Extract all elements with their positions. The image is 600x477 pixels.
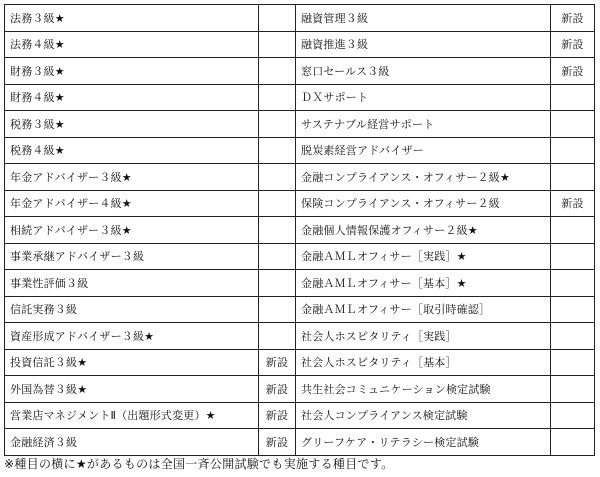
exam-name-right: 社会人ホスピタリティ［基本］ [296, 349, 551, 376]
new-badge-right [551, 296, 595, 323]
exam-name-left: 法務３級★ [5, 5, 259, 32]
new-badge-right: 新設 [551, 5, 595, 32]
table-row [5, 349, 595, 376]
exam-name-left: 財務３級★ [5, 58, 259, 85]
new-badge-left: 新設 [259, 402, 296, 429]
new-badge-right: 新設 [551, 190, 595, 217]
exam-name-right: 社会人ホスピタリティ［実践］ [296, 323, 551, 350]
new-badge-left [259, 31, 296, 58]
exam-name-left: 営業店マネジメントⅡ（出題形式変更）★ [5, 402, 259, 429]
new-badge-right [551, 164, 595, 191]
exam-name-right: 金融コンプライアンス・オフィサー２級★ [296, 164, 551, 191]
exam-name-right: サステナブル経営サポート [296, 111, 551, 138]
exam-name-right: 保険コンプライアンス・オフィサー２級 [296, 190, 551, 217]
new-badge-right: 新設 [551, 58, 595, 85]
table-row [5, 323, 595, 350]
exam-name-left: 外国為替３級★ [5, 376, 259, 403]
table-row [5, 402, 595, 429]
exam-name-left: 税務４級★ [5, 137, 259, 164]
table-row [5, 111, 595, 138]
table-row [5, 31, 595, 58]
new-badge-right [551, 270, 595, 297]
new-badge-right [551, 217, 595, 244]
new-badge-left [259, 296, 296, 323]
new-badge-left [259, 190, 296, 217]
new-badge-right [551, 323, 595, 350]
table-row [5, 137, 595, 164]
new-badge-left [259, 84, 296, 111]
exam-name-right: 金融ＡＭＬオフィサー［取引時確認］ [296, 296, 551, 323]
table-row [5, 429, 595, 456]
table-row [5, 376, 595, 403]
new-badge-left [259, 5, 296, 32]
footnote: ※種目の横に★があるものは全国一斉公開試験でも実施する種目です。 [4, 457, 394, 471]
exam-name-left: 年金アドバイザー３級★ [5, 164, 259, 191]
new-badge-left [259, 111, 296, 138]
exam-name-left: 相続アドバイザー３級★ [5, 217, 259, 244]
exam-list-body [5, 5, 595, 456]
table-row [5, 243, 595, 270]
table-row [5, 190, 595, 217]
new-badge-left [259, 323, 296, 350]
new-badge-right [551, 84, 595, 111]
table-row [5, 5, 595, 32]
new-badge-left [259, 164, 296, 191]
new-badge-right [551, 376, 595, 403]
exam-name-right: 共生社会コミュニケーション検定試験 [296, 376, 551, 403]
exam-name-left: 税務３級★ [5, 111, 259, 138]
table-row [5, 164, 595, 191]
new-badge-left [259, 137, 296, 164]
exam-name-left: 投資信託３級★ [5, 349, 259, 376]
exam-name-right: 脱炭素経営アドバイザー [296, 137, 551, 164]
new-badge-right [551, 349, 595, 376]
exam-name-left: 年金アドバイザー４級★ [5, 190, 259, 217]
table-row [5, 270, 595, 297]
exam-name-right: ＤＸサポート [296, 84, 551, 111]
table-row [5, 217, 595, 244]
new-badge-right [551, 137, 595, 164]
exam-name-right: グリーフケア・リテラシー検定試験 [296, 429, 551, 456]
exam-name-right: 融資管理３級 [296, 5, 551, 32]
exam-name-right: 融資推進３級 [296, 31, 551, 58]
exam-name-left: 資産形成アドバイザー３級★ [5, 323, 259, 350]
exam-name-right: 社会人コンプライアンス検定試験 [296, 402, 551, 429]
exam-name-right: 金融個人情報保護オフィサー２級★ [296, 217, 551, 244]
new-badge-left: 新設 [259, 376, 296, 403]
exam-name-right: 金融ＡＭＬオフィサー［基本］★ [296, 270, 551, 297]
exam-name-right: 金融ＡＭＬオフィサー［実践］★ [296, 243, 551, 270]
new-badge-left [259, 217, 296, 244]
exam-name-right: 窓口セールス３級 [296, 58, 551, 85]
new-badge-right [551, 111, 595, 138]
new-badge-left: 新設 [259, 429, 296, 456]
new-badge-right [551, 429, 595, 456]
new-badge-left: 新設 [259, 349, 296, 376]
exam-name-left: 法務４級★ [5, 31, 259, 58]
exam-name-left: 信託実務３級 [5, 296, 259, 323]
new-badge-right [551, 243, 595, 270]
new-badge-right [551, 402, 595, 429]
exam-name-left: 財務４級★ [5, 84, 259, 111]
new-badge-left [259, 270, 296, 297]
new-badge-right: 新設 [551, 31, 595, 58]
exam-list-table [4, 4, 595, 456]
new-badge-left [259, 58, 296, 85]
table-row [5, 84, 595, 111]
new-badge-left [259, 243, 296, 270]
table-row [5, 296, 595, 323]
exam-name-left: 事業性評価３級 [5, 270, 259, 297]
exam-name-left: 金融経済３級 [5, 429, 259, 456]
table-row [5, 58, 595, 85]
exam-name-left: 事業承継アドバイザー３級 [5, 243, 259, 270]
